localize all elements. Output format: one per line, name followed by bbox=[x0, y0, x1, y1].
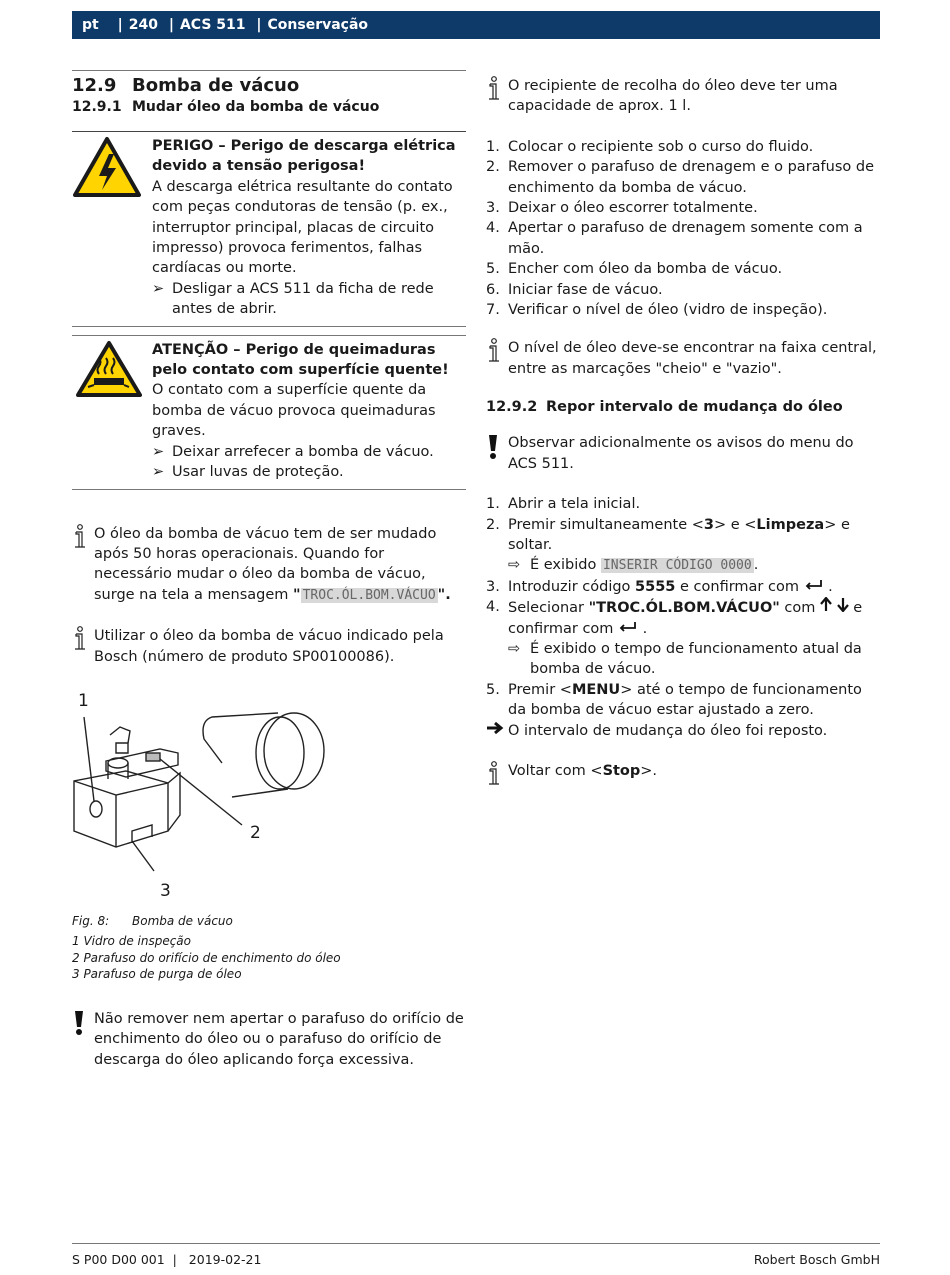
list-item: 5. Premir <MENU> até o tempo de funcionamento da bomba de vácuo estar ajustado a zero. bbox=[486, 681, 862, 719]
note-oil-type-text: Utilizar o óleo da bomba de vácuo indicado pela Bosch (número de produto SP00100086). bbox=[94, 628, 444, 665]
list-item: 4. Apertar o parafuso de drenagem somente com a mão. bbox=[486, 218, 880, 259]
hot-surface-icon bbox=[72, 340, 152, 483]
subsection-heading bbox=[72, 99, 466, 115]
step-text: e confirmar com bbox=[675, 578, 804, 595]
enter-key-icon bbox=[804, 579, 829, 595]
step-text: > e < bbox=[713, 516, 757, 533]
header-product: ACS 511 bbox=[179, 17, 246, 33]
header-section: Conservação bbox=[267, 17, 369, 33]
note-level-text: O nível de óleo deve-se encontrar na faixa central, entre as marcações "cheio" e "vazio". bbox=[508, 340, 877, 377]
electric-hazard-icon bbox=[72, 136, 152, 320]
note-back-text: >. bbox=[640, 762, 658, 779]
message-code: TROC.ÓL.BOM.VÁCUO bbox=[302, 587, 436, 603]
info-note-level bbox=[486, 338, 880, 379]
figure-title: Bomba de vácuo bbox=[132, 913, 233, 928]
key-label: Stop bbox=[602, 762, 641, 779]
action-arrow-icon: ➢ bbox=[152, 280, 165, 297]
code-value: 5555 bbox=[635, 578, 676, 595]
subsection-heading-2 bbox=[486, 399, 880, 415]
note-oil-change-text: O óleo da bomba de vácuo tem de ser mudado após 50 horas operacionais. Quando for necessário mudar o óleo da bomba de vácuo, surge na tela a mensagem bbox=[94, 525, 437, 603]
danger-text: A descarga elétrica resultante do contato com peças condutoras de tensão (p. ex., interruptor principal, placas de circuito impresso) provoca ferimentos, falhas cardíacas ou morte. bbox=[152, 178, 453, 277]
result-arrow-icon: ⇨ bbox=[508, 557, 521, 574]
info-icon bbox=[486, 338, 508, 379]
info-note-back bbox=[486, 761, 880, 793]
header-lang: pt bbox=[82, 17, 99, 33]
warning-note-screws bbox=[72, 1009, 466, 1070]
note-back-text: Voltar com < bbox=[508, 762, 603, 779]
result-arrow-icon: ⇨ bbox=[508, 640, 521, 657]
key-label: MENU bbox=[571, 681, 621, 698]
section-heading bbox=[72, 75, 466, 96]
vacuum-pump-figure bbox=[72, 691, 332, 911]
list-item: 5. Encher com óleo da bomba de vácuo. bbox=[486, 259, 880, 279]
caution-box bbox=[72, 336, 466, 487]
list-item: 1. Colocar o recipiente sob o curso do fluido. bbox=[486, 137, 880, 157]
step-text: e confirmar com bbox=[508, 600, 863, 637]
caution-text: O contato com a superfície quente da bomba de vácuo provoca queimaduras graves. bbox=[152, 382, 436, 440]
step-text: Iniciar fase de vácuo. bbox=[508, 281, 663, 298]
step-text: . bbox=[828, 578, 833, 595]
step-text: > e soltar. bbox=[508, 516, 850, 553]
list-item: 1. Abrir a tela inicial. bbox=[486, 494, 880, 514]
exclamation-icon bbox=[486, 433, 508, 474]
danger-box bbox=[72, 132, 466, 324]
info-icon bbox=[486, 761, 508, 793]
result-text: . bbox=[753, 557, 759, 574]
list-item: 6. Iniciar fase de vácuo. bbox=[486, 280, 880, 300]
step-text: Selecionar bbox=[508, 600, 589, 617]
step-text: com bbox=[779, 600, 821, 617]
result-text: O intervalo de mudança do óleo foi reposto. bbox=[508, 722, 828, 739]
subsection-number: 12.9.1 bbox=[72, 99, 122, 115]
callout-2: 2 bbox=[250, 822, 261, 843]
step-text: . bbox=[642, 620, 648, 637]
step-text: Apertar o parafuso de drenagem somente com a mão. bbox=[508, 220, 863, 257]
danger-action: Desligar a ACS 511 da ficha de rede antes de abrir. bbox=[172, 280, 434, 318]
step-text: Colocar o recipiente sob o curso do fluido. bbox=[508, 138, 814, 155]
key-label: Limpeza bbox=[756, 516, 825, 533]
list-item: 2. Remover o parafuso de drenagem e o parafuso de enchimento da bomba de vácuo. bbox=[486, 157, 880, 198]
result-text: É exibido o tempo de funcionamento atual da bomba de vácuo. bbox=[530, 640, 862, 678]
quote-open: " bbox=[293, 586, 301, 603]
left-column bbox=[72, 70, 466, 1070]
footer-doc-number: S P00 D00 001 bbox=[72, 1252, 165, 1267]
figure-legend bbox=[72, 933, 466, 983]
step-result bbox=[486, 555, 880, 576]
oil-change-steps bbox=[486, 137, 880, 321]
warning-screws-text: Não remover nem apertar o parafuso do orifício de enchimento do óleo ou o parafuso do orifício de descarga do óleo aplicando força excessiva. bbox=[94, 1010, 464, 1068]
info-icon bbox=[72, 626, 94, 667]
subsection-title: Mudar óleo da bomba de vácuo bbox=[132, 99, 380, 115]
arrow-up-icon bbox=[820, 600, 837, 616]
figure-label: Fig. 8: bbox=[72, 913, 110, 928]
action-arrow-icon: ➢ bbox=[152, 443, 165, 460]
step-text: > até o tempo de funcionamento da bomba de vácuo estar ajustado a zero. bbox=[508, 681, 862, 719]
list-item: 4. Selecionar "TROC.ÓL.BOM.VÁCUO" com e confirmar com . bbox=[486, 599, 863, 637]
page-header: pt | 240 | ACS 511 | Conservação bbox=[72, 11, 880, 39]
list-item: 2. Premir simultaneamente <3> e <Limpeza> e soltar. bbox=[486, 516, 850, 553]
footer-company: Robert Bosch GmbH bbox=[753, 1252, 880, 1267]
info-note-oil-type bbox=[72, 626, 466, 667]
reset-interval-steps bbox=[486, 494, 880, 741]
caution-title: ATENÇÃO – Perigo de queimaduras pelo contato com superfície quente! bbox=[152, 341, 449, 379]
section-title: Bomba de vácuo bbox=[132, 75, 300, 96]
note-menu-text: Observar adicionalmente os avisos do menu do ACS 511. bbox=[508, 435, 854, 472]
caution-action-1: Deixar arrefecer a bomba de vácuo. bbox=[172, 443, 434, 460]
callout-3: 3 bbox=[160, 880, 171, 901]
result-arrow-icon bbox=[486, 721, 508, 741]
step-text: Introduzir código bbox=[508, 578, 636, 595]
info-icon bbox=[72, 524, 94, 607]
action-arrow-icon: ➢ bbox=[152, 464, 165, 481]
list-item: 7. Verificar o nível de óleo (vidro de inspeção). bbox=[486, 300, 880, 320]
page-footer: S P00 D00 001 | 2019-02-21 Robert Bosch GmbH bbox=[72, 1243, 880, 1267]
subsection-title: Repor intervalo de mudança do óleo bbox=[546, 399, 843, 416]
vacuum-pump-drawing bbox=[72, 691, 332, 911]
step-text: Remover o parafuso de drenagem e o parafuso de enchimento da bomba de vácuo. bbox=[508, 159, 874, 196]
footer-date: 2019-02-21 bbox=[188, 1252, 262, 1267]
right-column bbox=[486, 70, 880, 793]
subsection-number: 12.9.2 bbox=[486, 399, 538, 416]
header-page: 240 bbox=[128, 17, 158, 33]
step-text: Abrir a tela inicial. bbox=[508, 496, 641, 513]
note-container-text: O recipiente de recolha do óleo deve ter uma capacidade de aprox. 1 l. bbox=[508, 78, 838, 115]
info-note-oil-change bbox=[72, 524, 466, 607]
key-label: 3 bbox=[703, 516, 714, 533]
info-icon bbox=[486, 76, 508, 117]
step-text: Encher com óleo da bomba de vácuo. bbox=[508, 261, 783, 278]
step-text: Verificar o nível de óleo (vidro de inspeção). bbox=[508, 302, 828, 319]
arrow-down-icon bbox=[837, 600, 854, 616]
info-note-container bbox=[486, 76, 880, 117]
step-text: Premir < bbox=[508, 681, 572, 698]
legend-item: 3 Parafuso de purga de óleo bbox=[72, 967, 242, 982]
final-result bbox=[486, 721, 880, 741]
step-text: Deixar o óleo escorrer totalmente. bbox=[508, 200, 758, 217]
exclamation-icon bbox=[72, 1009, 94, 1070]
enter-key-icon bbox=[618, 621, 643, 637]
warning-note-menu bbox=[486, 433, 880, 474]
display-code: INSERIR CÓDIGO 0000 bbox=[602, 558, 752, 574]
legend-item: 2 Parafuso do orifício de enchimento do óleo bbox=[72, 950, 341, 965]
list-item: 3. Introduzir código 5555 e confirmar com . bbox=[486, 578, 833, 595]
figure-caption bbox=[72, 913, 466, 930]
caution-action-2: Usar luvas de proteção. bbox=[172, 464, 344, 481]
quote-close: ". bbox=[437, 586, 451, 603]
list-item: 3. Deixar o óleo escorrer totalmente. bbox=[486, 198, 880, 218]
step-result bbox=[486, 639, 880, 680]
danger-title: PERIGO – Perigo de descarga elétrica devido a tensão perigosa! bbox=[152, 138, 456, 175]
result-text: É exibido bbox=[530, 557, 601, 574]
legend-item: 1 Vidro de inspeção bbox=[72, 934, 191, 949]
menu-item-name: "TROC.ÓL.BOM.VÁCUO" bbox=[588, 600, 780, 617]
callout-1: 1 bbox=[78, 690, 89, 711]
section-number: 12.9 bbox=[72, 75, 117, 96]
step-text: Premir simultaneamente < bbox=[508, 516, 704, 533]
